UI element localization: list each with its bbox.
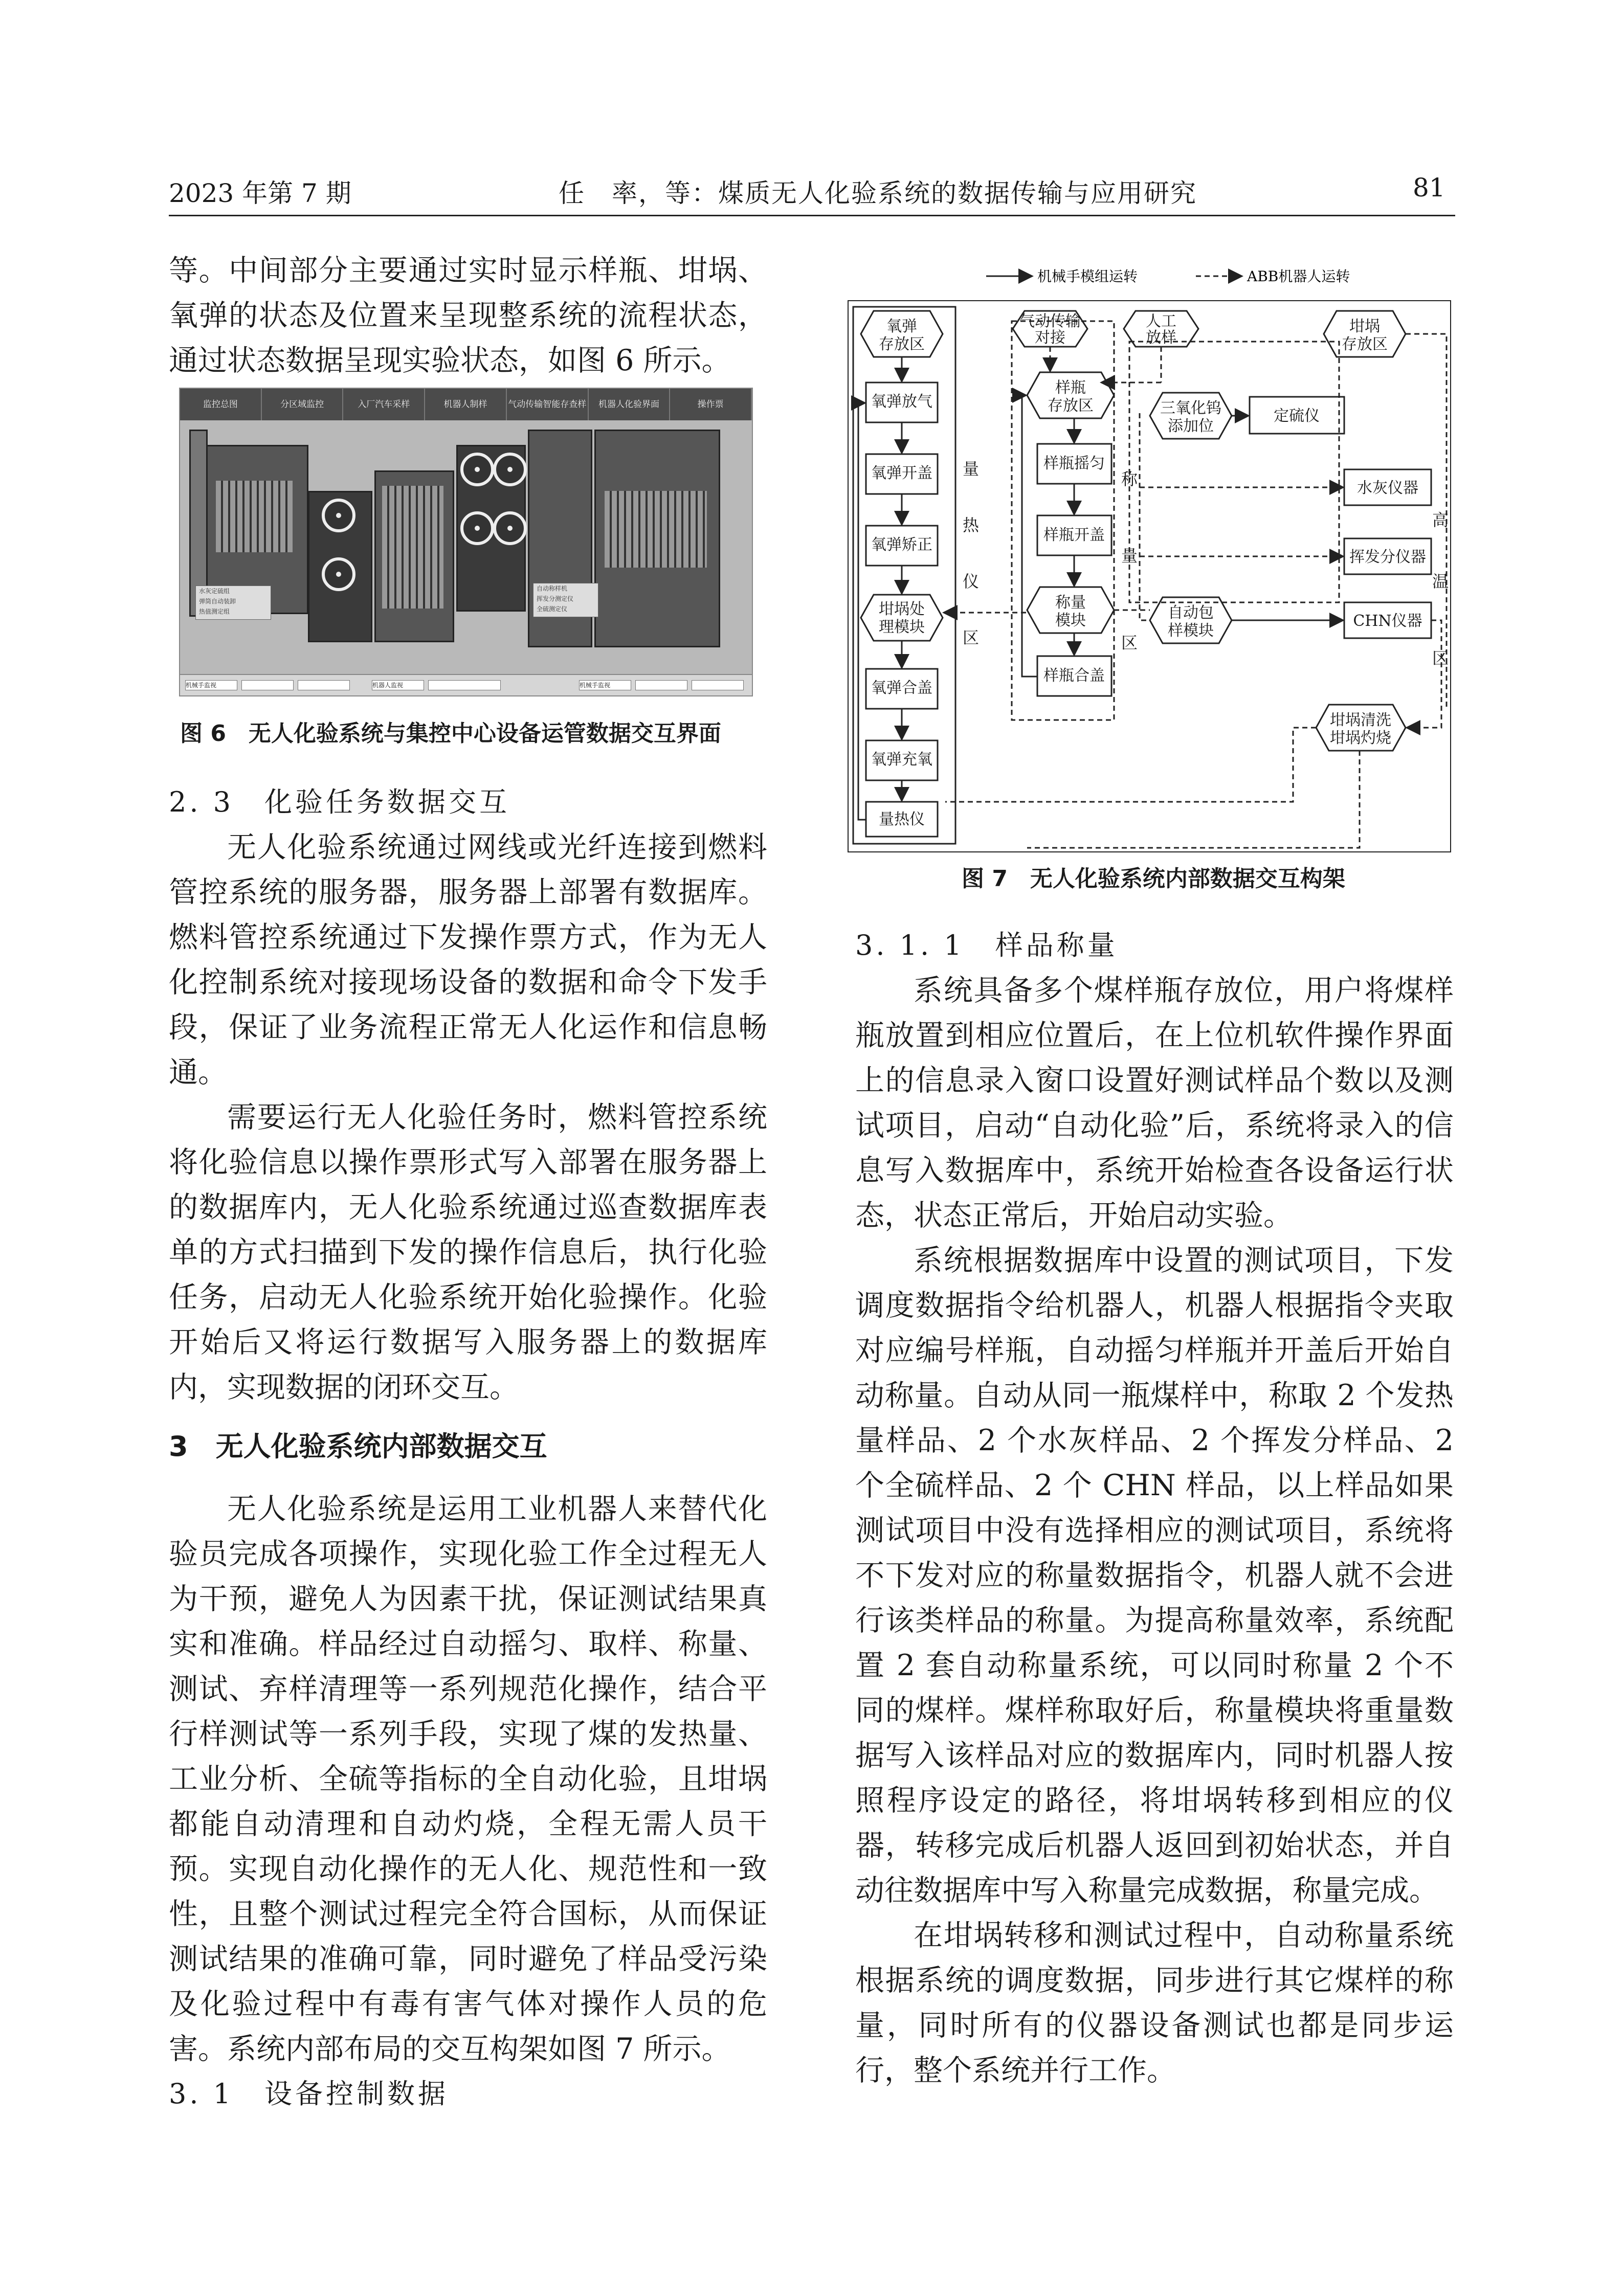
section-3-1-1-title: 3. 1. 1 样品称量 [855, 929, 1118, 961]
box-text: 氧弹合盖 [871, 679, 932, 697]
figure-7-caption: 图 7 无人化验系统内部数据交互构架 [962, 866, 1345, 892]
hex-text: 存放区 [1342, 335, 1388, 353]
hex-text: 称量 [1055, 594, 1086, 612]
box-text: 样瓶合盖 [1043, 667, 1105, 685]
figure-6-ui-screenshot [179, 388, 753, 696]
box-text: 样瓶开盖 [1043, 526, 1105, 544]
fig6-nav-item: 操作票 [670, 389, 752, 420]
region-label: 仪 [962, 572, 980, 591]
hex-text: 样模块 [1168, 622, 1214, 640]
fig6-status-label: 机械手监视 [579, 680, 631, 690]
flow-arrow [1140, 413, 1149, 620]
fig6-nav-item: 机器人化验界面 [589, 389, 671, 420]
hex-text: 气动传输 [1019, 312, 1081, 330]
hex-text: 坩埚清洗 [1330, 711, 1391, 729]
fig6-pane-right: 自动称样机 挥发分测定仪 全硫测定仪 [533, 583, 598, 617]
box-text: CHN仪器 [1353, 612, 1422, 630]
paragraph-continuation: 等。中间部分主要通过实时显示样瓶、坩埚、氧弹的状态及位置来呈现整系统的流程状态，通过状态数据呈现实验状态，如图 6 所示。 [169, 254, 767, 377]
region-label: 热 [962, 515, 980, 535]
box-text: 氧弹矫正 [871, 536, 932, 554]
paragraph: 无人化验系统是运用工业机器人来替代化验员完成各项操作，实现化验工作全过程无人为干预，避免人为因素干扰，保证测试结果真实和准确。样品经过自动摇匀、取样、称量、测试、弃样清理等一系列规范化操作，结合平行样测试等一系列手段，实现了煤的发热量、工业分析、全硫等指标的全自动化验，且坩埚都能自动清理和自动灼烧，全程无需人员干预。实现自动化操作的无人化、规范性和一致性，且整个测试过程完全符合国标，从而保证测试结果的准确可靠，同时避免了样品受污染及化验过程中有毒有害气体对操作人员的危害。系统内部布局的交互构架如图 7 所示。 [169, 1492, 767, 2066]
fig6-status-field [635, 680, 687, 690]
box-text: 定硫仪 [1274, 407, 1320, 425]
hex-text: 自动包 [1168, 604, 1214, 622]
region-label: 区 [962, 628, 980, 647]
header-rule [169, 215, 1455, 216]
fig6-sample-grid [382, 486, 443, 609]
box-text: 氧弹充氧 [871, 751, 932, 769]
box-text: 氧弹放气 [871, 393, 932, 411]
fig6-shelf-grid [605, 491, 707, 568]
fig6-nav-item: 分区域监控 [262, 389, 344, 420]
paragraph: 在坩埚转移和测试过程中，自动称量系统根据系统的调度数据，同步进行其它煤样的称量，同时所有的仪器设备测试也都是同步运行，整个系统并行工作。 [855, 1919, 1454, 2087]
box-text: 样瓶摇匀 [1043, 455, 1105, 472]
region-label: 量 [1121, 546, 1138, 566]
fig6-status-field [428, 680, 501, 690]
hex-text: 样瓶 [1055, 379, 1086, 397]
fig6-status-bar [180, 674, 752, 695]
fig6-nav-item: 气动传输智能存查样 [507, 389, 589, 420]
paragraph: 系统根据数据库中设置的测试项目，下发调度数据指令给机器人，机器人根据指令夹取对应编号样瓶，自动摇匀样瓶并开盖后开始自动称量。自动从同一瓶煤样中，称取 2 个发热量样品、2 个水灰样品、2 个挥发分样品、2 个全硫样品、2 个 CHN 样品，以上样品如果测试项目中没有选择相应的测试项目，系统将不下发对应的称量数据指令，机器人就不会进行该类样品的称量。为提高称量效率，系统配置 2 套自动称量系统，可以同时称量 2 个不同的煤样。煤样称取好后，称量模块将重量数据写入该样品对应的数据库内，同时机器人按照程序设定的路径，将坩埚转移到相应的仪器，转移完成后机器人返回到初始状态，并自动往数据库中写入称量完成数据，称量完成。 [855, 1244, 1454, 1907]
fig6-status-field [298, 680, 350, 690]
hex-text: 三氧化钨 [1160, 399, 1221, 417]
hex-text: 坩埚处 [879, 600, 925, 618]
fig6-nav-bar [180, 389, 752, 420]
hex-text: 对接 [1035, 329, 1065, 347]
fig6-turntable-icon [322, 557, 355, 591]
section-3-title: 3 无人化验系统内部数据交互 [169, 1430, 547, 1462]
fig6-status-field [241, 680, 294, 690]
fig6-turntable-icon [460, 511, 494, 545]
hex-text: 理模块 [879, 618, 925, 636]
hex-text: 氧弹 [886, 318, 917, 335]
fig6-nav-item: 入厂汽车采样 [343, 389, 425, 420]
left-column-body [169, 780, 767, 2117]
section-3-1-title: 3. 1 设备控制数据 [169, 2078, 449, 2110]
fig6-nav-item: 机器人制样 [425, 389, 507, 420]
fig6-status-label: 机械手监视 [185, 680, 237, 690]
fig6-turntable-icon [493, 511, 527, 545]
hex-text: 坩埚 [1349, 318, 1380, 335]
region-label: 量 [962, 459, 980, 479]
region-label: 区 [1432, 648, 1449, 668]
box-text: 水灰仪器 [1357, 479, 1418, 497]
flow-arrow [1407, 620, 1441, 728]
fig6-status-field [692, 680, 744, 690]
fig6-status-label: 机器人监视 [372, 680, 424, 690]
region-label: 温 [1432, 572, 1449, 591]
paragraph: 需要运行无人化验任务时，燃料管控系统将化验信息以操作票形式写入部署在服务器上的数据库内，无人化验系统通过巡查数据库表单的方式扫描到下发的操作信息后，执行化验任务，启动无人化验系统开始化验操作。化验开始后又将运行数据写入服务器上的数据库内，实现数据的闭环交互。 [169, 1100, 767, 1404]
paragraph: 系统具备多个煤样瓶存放位，用户将煤样瓶放置到相应位置后，在上位机软件操作界面上的信息录入窗口设置好测试样品个数以及测试项目，启动“自动化验”后，系统将录入的信息写入数据库中，系统开始检查各设备运行状态，状态正常后，开始启动实验。 [855, 974, 1454, 1232]
box-text: 氧弹开盖 [871, 464, 932, 482]
high-temp-region-frame [1129, 342, 1339, 602]
fig6-turntable-icon [460, 453, 494, 486]
header-issue: 2023 年第 7 期 [169, 178, 351, 208]
right-column-body [855, 923, 1454, 2093]
region-label: 称 [1121, 469, 1138, 489]
hex-text: 人工 [1146, 312, 1176, 330]
hex-text: 坩埚灼烧 [1330, 729, 1391, 747]
fig6-turntable-icon [493, 453, 527, 486]
legend-solid-label: 机械手模组运转 [1037, 268, 1138, 285]
figure-6-caption: 图 6 无人化验系统与集控中心设备运管数据交互界面 [180, 721, 721, 747]
fig6-nav-item: 监控总图 [180, 389, 262, 420]
figure-7-flow-diagram [843, 260, 1457, 853]
hex-text: 存放区 [879, 335, 925, 353]
fig6-shelf-grid [216, 481, 293, 552]
flow-arrow [945, 728, 1316, 802]
left-column-top [169, 248, 767, 383]
hex-text: 模块 [1055, 612, 1086, 629]
flow-arrow [1027, 776, 1360, 848]
hex-text: 放样 [1146, 329, 1176, 347]
paragraph: 无人化验系统通过网线或光纤连接到燃料管控系统的服务器，服务器上部署有数据库。燃料管控系统通过下发操作票方式，作为无人化控制系统对接现场设备的数据和命令下发手段，保证了业务流程正常无人化运作和信息畅通。 [169, 830, 767, 1089]
section-2-3-title: 2. 3 化验任务数据交互 [169, 786, 510, 818]
hex-text: 存放区 [1048, 397, 1094, 415]
box-text: 挥发分仪器 [1349, 548, 1426, 566]
legend-dashed-label: ABB机器人运转 [1247, 268, 1350, 285]
fig6-pane-left: 水灰定硫组 弹筒自动装卸 热值测定组 [195, 586, 271, 620]
header-page-number: 81 [1413, 173, 1445, 202]
hex-text: 添加位 [1168, 417, 1214, 435]
fig6-turntable-icon [322, 499, 355, 532]
flow-arrow [1022, 395, 1037, 677]
region-label: 高 [1432, 510, 1449, 530]
box-text: 量热仪 [879, 811, 925, 828]
region-label: 区 [1121, 633, 1138, 652]
header-running-title: 任 率，等：煤质无人化验系统的数据传输与应用研究 [559, 178, 1197, 208]
